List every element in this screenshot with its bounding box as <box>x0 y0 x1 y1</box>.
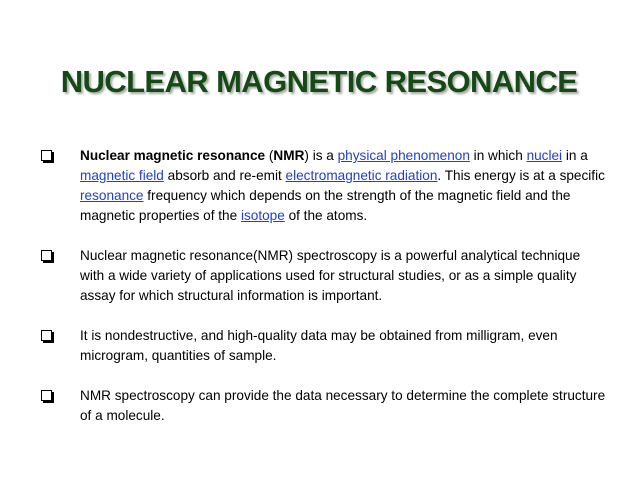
bullet-text-segment: of the atoms. <box>284 208 368 223</box>
bullet-item <box>38 246 608 306</box>
bullet-text <box>80 148 605 223</box>
link-electromagnetic-radiation[interactable]: electromagnetic radiation <box>285 168 438 183</box>
bullet-item <box>38 146 608 226</box>
bullet-text-segment: in a <box>562 148 588 163</box>
bullet-item <box>38 326 608 366</box>
bullet-text-segment: . This energy is at a specific <box>437 168 605 183</box>
link-resonance[interactable]: resonance <box>80 188 144 203</box>
bullet-text: Nuclear magnetic resonance(NMR) spectroscopy is a powerful analytical technique with a wide variety of applications used for structural studies, or as a simple quality assay for which structural information is important. <box>80 248 581 303</box>
bullet-text-segment: ( <box>265 148 274 163</box>
slide-title: NUCLEAR MAGNETIC RESONANCE <box>60 64 578 99</box>
checkbox-bullet-icon <box>41 330 52 341</box>
bullet-item <box>38 386 608 426</box>
checkbox-bullet-icon <box>41 390 52 401</box>
link-isotope[interactable]: isotope <box>240 208 285 223</box>
link-magnetic-field[interactable]: magnetic field <box>80 168 164 183</box>
bullet-text-segment: absorb and re-emit <box>163 168 286 183</box>
bullet-text-segment: in which <box>469 148 527 163</box>
checkbox-bullet-icon <box>41 250 52 261</box>
checkbox-bullet-icon <box>41 150 52 161</box>
bullet-text-bold: Nuclear magnetic resonance <box>80 148 266 163</box>
bullet-list <box>38 146 608 446</box>
bullet-text: It is nondestructive, and high-quality data may be obtained from milligram, even microgram, quantities of sample. <box>80 328 558 363</box>
bullet-text: NMR spectroscopy can provide the data necessary to determine the complete structure of a molecule. <box>80 388 606 423</box>
bullet-text-segment: ) is a <box>304 148 338 163</box>
link-nuclei[interactable]: nuclei <box>526 148 563 163</box>
link-physical-phenomenon[interactable]: physical phenomenon <box>337 148 470 163</box>
bullet-text-bold: NMR <box>273 148 305 163</box>
bullet-text-segment: frequency which depends on the strength of the magnetic field and the magnetic properties of the <box>80 188 571 223</box>
